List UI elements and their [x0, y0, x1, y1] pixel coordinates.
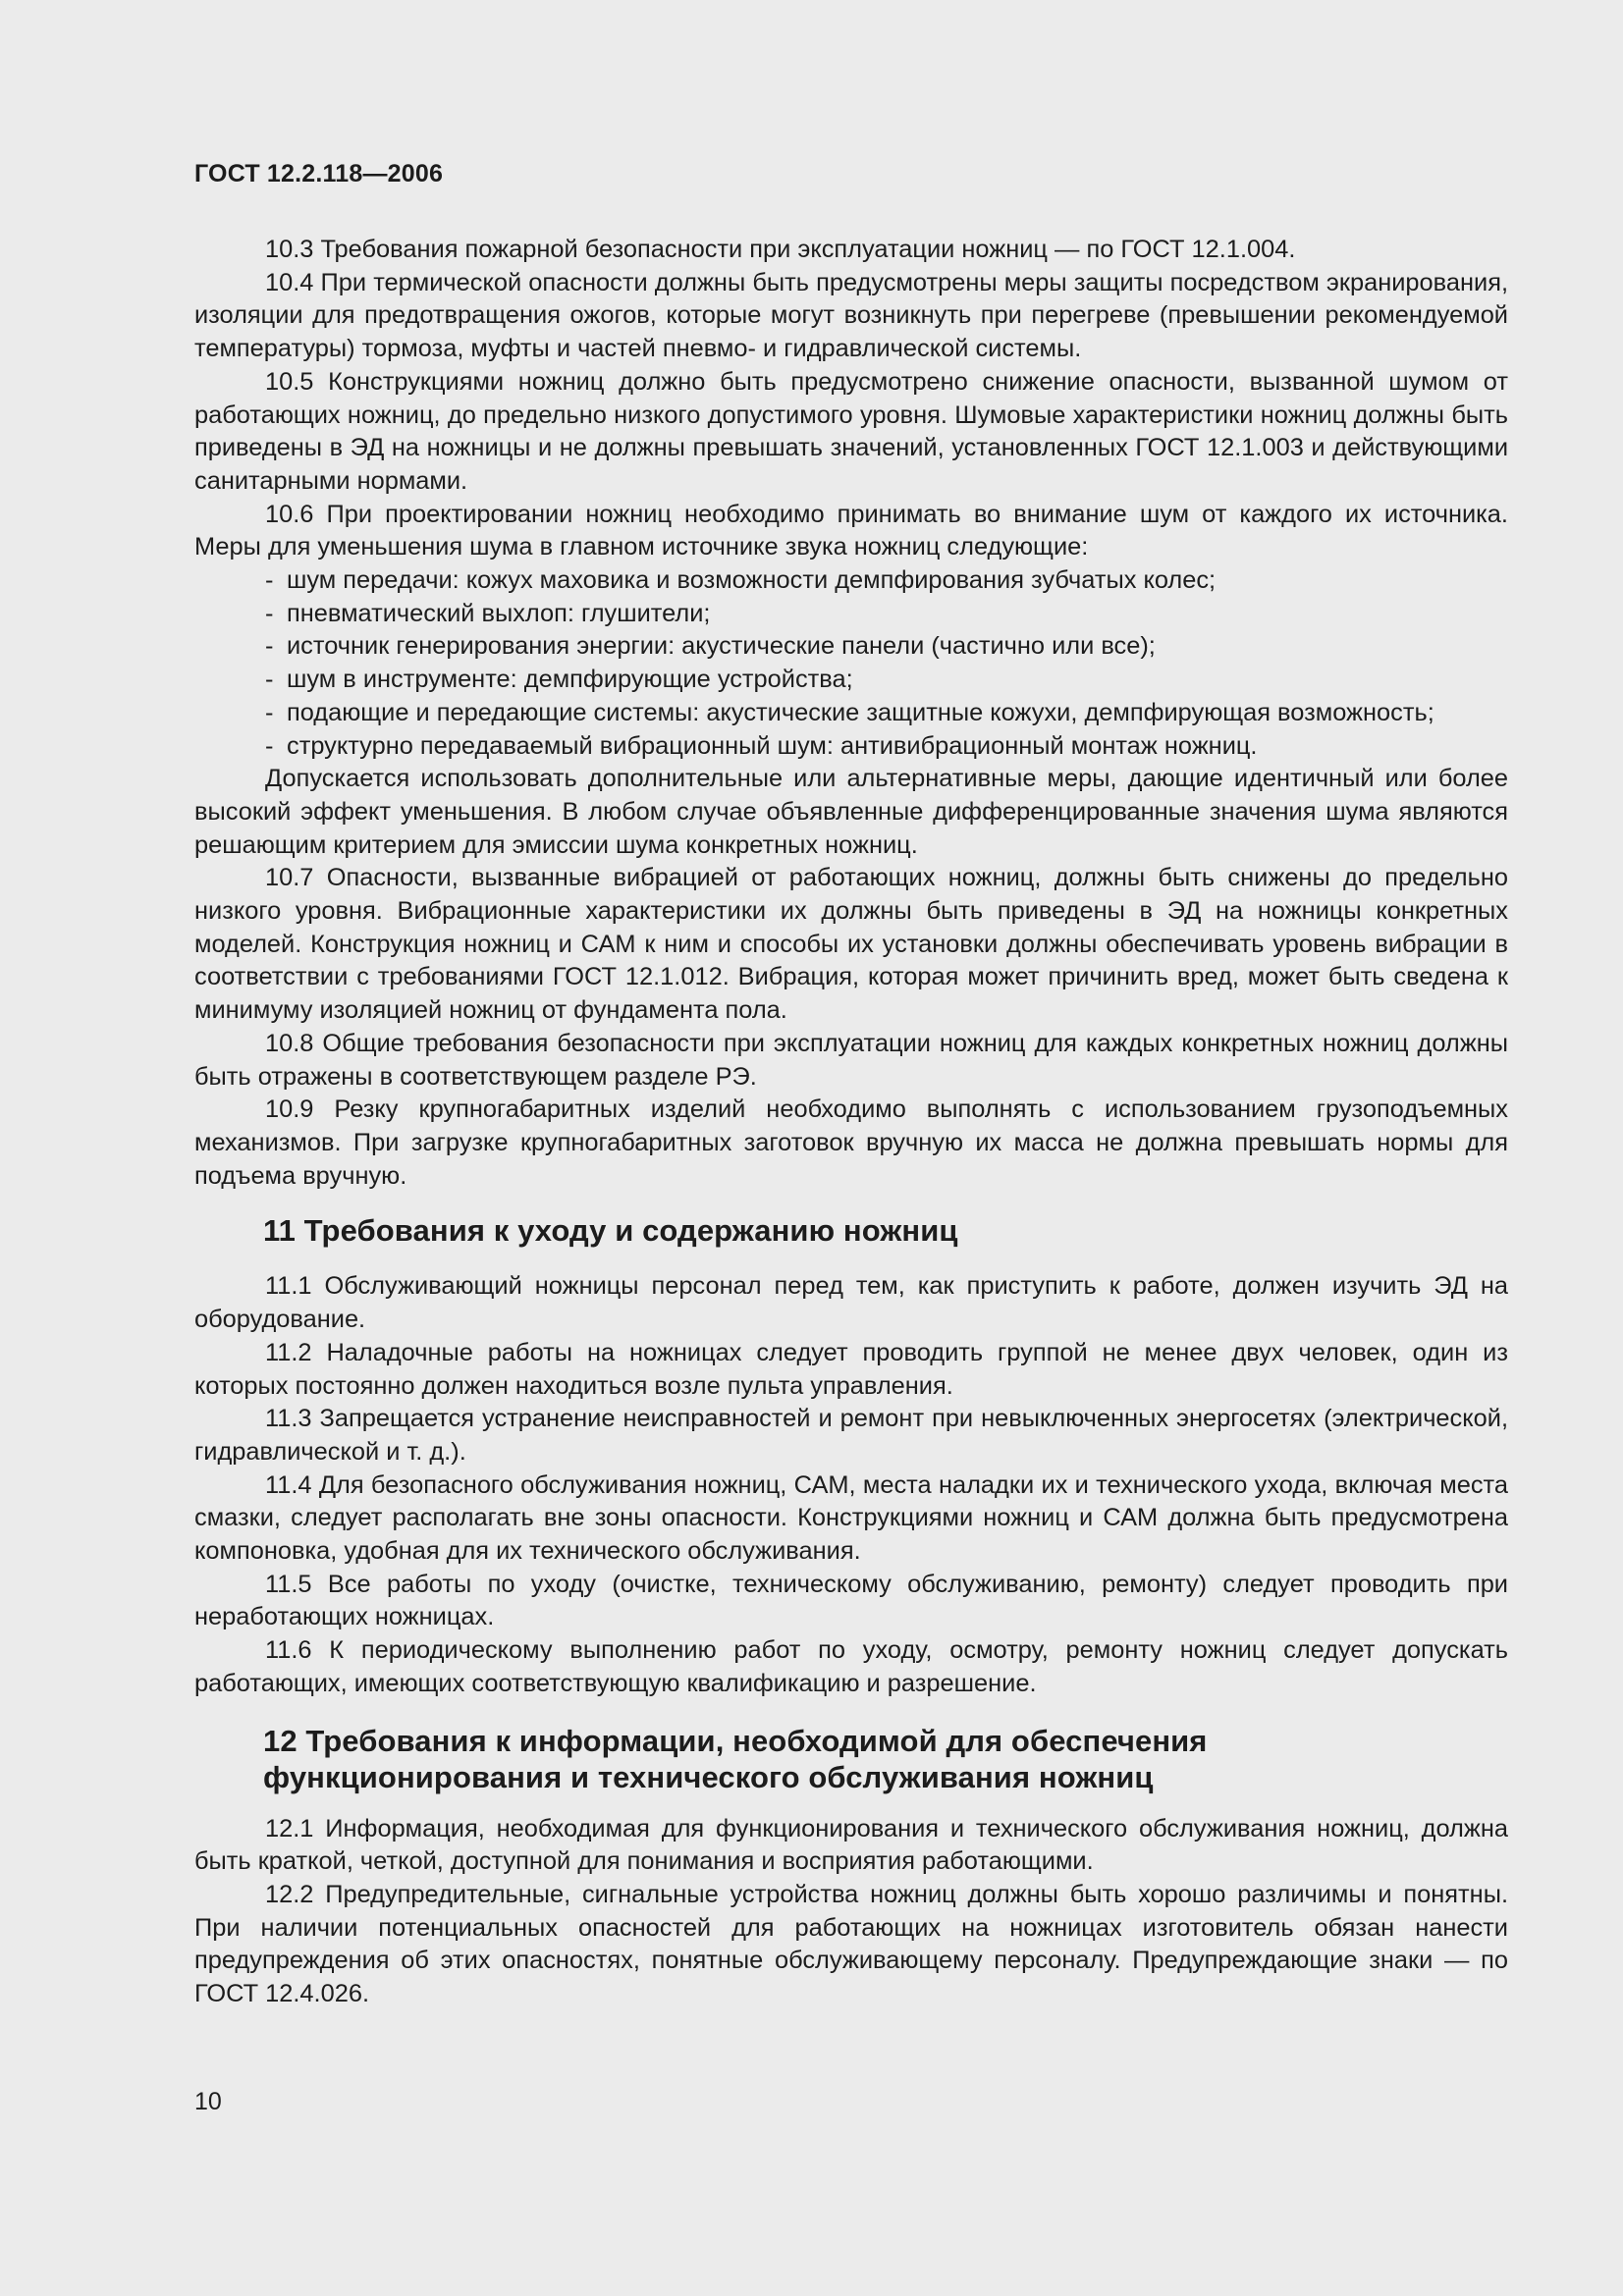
paragraph-10-6: 10.6 При проектировании ножниц необходимо принимать во внимание шум от каждого их источника. Меры для уменьшения шума в главном источнике звука ножниц следующие: [194, 500, 1508, 561]
paragraph-10-8: 10.8 Общие требования безопасности при эксплуатации ножниц для каждых конкретных ножниц должны быть отражены в соответствующем разделе РЭ. [194, 1029, 1508, 1091]
document-body [194, 234, 1508, 2011]
list-item: - шум в инструменте: демпфирующие устройства; [194, 664, 1508, 697]
list-item: - структурно передаваемый вибрационный шум: антивибрационный монтаж ножниц. [194, 730, 1508, 764]
paragraph-10-3: 10.3 Требования пожарной безопасности при эксплуатации ножниц — по ГОСТ 12.1.004. [265, 236, 1296, 263]
list-item: - шум передачи: кожух маховика и возможности демпфирования зубчатых колес; [194, 564, 1508, 598]
paragraph-12-2: 12.2 Предупредительные, сигнальные устройства ножниц должны быть хорошо различимы и понятны. При наличии потенциальных опасностей для работающих на ножницах изготовитель обязан нанести предупреждения об этих опасностях, понятные обслуживающему персоналу. Предупреждающие знаки — по ГОСТ 12.4.026. [194, 1880, 1508, 2008]
section-heading-12-line1: 12 Требования к информации, необходимой для обеспечения [263, 1723, 1208, 1758]
paragraph-11-5: 11.5 Все работы по уходу (очистке, техническому обслуживанию, ремонту) следует проводить при неработающих ножницах. [194, 1570, 1508, 1631]
list-item: - подающие и передающие системы: акустические защитные кожухи, демпфирующая возможность; [194, 697, 1508, 730]
list-dash: - [265, 632, 274, 661]
list-dash: - [265, 698, 274, 726]
list-item: - источник генерирования энергии: акустические панели (частично или все); [194, 630, 1508, 664]
page-number: 10 [194, 2088, 222, 2115]
paragraph-11-4: 11.4 Для безопасного обслуживания ножниц, САМ, места наладки их и технического ухода, включая места смазки, следует располагать вне зоны опасности. Конструкциями ножниц и САМ должна быть предусмотрена компоновка, удобная для их технического обслуживания. [194, 1470, 1508, 1566]
document-header: ГОСТ 12.2.118—2006 [194, 160, 444, 187]
paragraph-11-6: 11.6 К периодическому выполнению работ по уходу, осмотру, ремонту ножниц следует допускать работающих, имеющих соответствующую квалификацию и разрешение. [194, 1636, 1508, 1697]
paragraph-10-9: 10.9 Резку крупногабаритных изделий необходимо выполнять с использованием грузоподъемных механизмов. При загрузке крупногабаритных заготовок вручную их масса не должна превышать нормы для подъема вручную. [194, 1095, 1508, 1190]
section-heading-12 [194, 1723, 1508, 1795]
paragraph-10-4: 10.4 При термической опасности должны быть предусмотрены меры защиты посредством экранирования, изоляции для предотвращения ожогов, которые могут возникнуть при перегреве (превышении рекомендуемой температуры) тормоза, муфты и частей пневмо- и гидравлической системы. [194, 268, 1508, 363]
list-dash: - [265, 566, 274, 595]
list-dash: - [265, 599, 274, 627]
paragraph-10-6b: Допускается использовать дополнительные или альтернативные меры, дающие идентичный или более высокий эффект уменьшения. В любом случае объявленные дифференцированные значения шума являются решающим критерием для эмиссии шума конкретных ножниц. [194, 765, 1508, 859]
list-dash: - [265, 731, 274, 760]
paragraph-11-3: 11.3 Запрещается устранение неисправностей и ремонт при невыключенных энергосетях (электрической, гидравлической и т. д.). [194, 1405, 1508, 1466]
list-item: - пневматический выхлоп: глушители; [194, 598, 1508, 631]
section-heading-11: 11 Требования к уходу и содержанию ножниц [263, 1213, 958, 1249]
paragraph-11-1: 11.1 Обслуживающий ножницы персонал перед тем, как приступить к работе, должен изучить ЭД на оборудование. [194, 1272, 1508, 1334]
paragraph-11-2: 11.2 Наладочные работы на ножницах следует проводить группой не менее двух человек, один из которых постоянно должен находиться возле пульта управления. [194, 1338, 1508, 1400]
list-dash: - [265, 666, 274, 694]
paragraph-10-7: 10.7 Опасности, вызванные вибрацией от работающих ножниц, должны быть снижены до предельно низкого уровня. Вибрационные характеристики их должны быть приведены в ЭД на ножницы конкретных моделей. Конструкция ножниц и САМ к ним и способы их установки должны обеспечивать уровень вибрации в соответствии с требованиями ГОСТ 12.1.012. Вибрация, которая может причинить вред, может быть сведена к минимуму изоляцией ножниц от фундамента пола. [194, 864, 1508, 1025]
section-heading-12-line2: функционирования и технического обслуживания ножниц [263, 1759, 1154, 1794]
paragraph-12-1: 12.1 Информация, необходимая для функционирования и технического обслуживания ножниц, должна быть краткой, четкой, доступной для понимания и восприятия работающими. [194, 1814, 1508, 1876]
paragraph-10-5: 10.5 Конструкциями ножниц должно быть предусмотрено снижение опасности, вызванной шумом от работающих ножниц, до предельно низкого допустимого уровня. Шумовые характеристики ножниц должны быть приведены в ЭД на ножницы и не должны превышать значений, установленных ГОСТ 12.1.003 и действующими санитарными нормами. [194, 367, 1508, 495]
